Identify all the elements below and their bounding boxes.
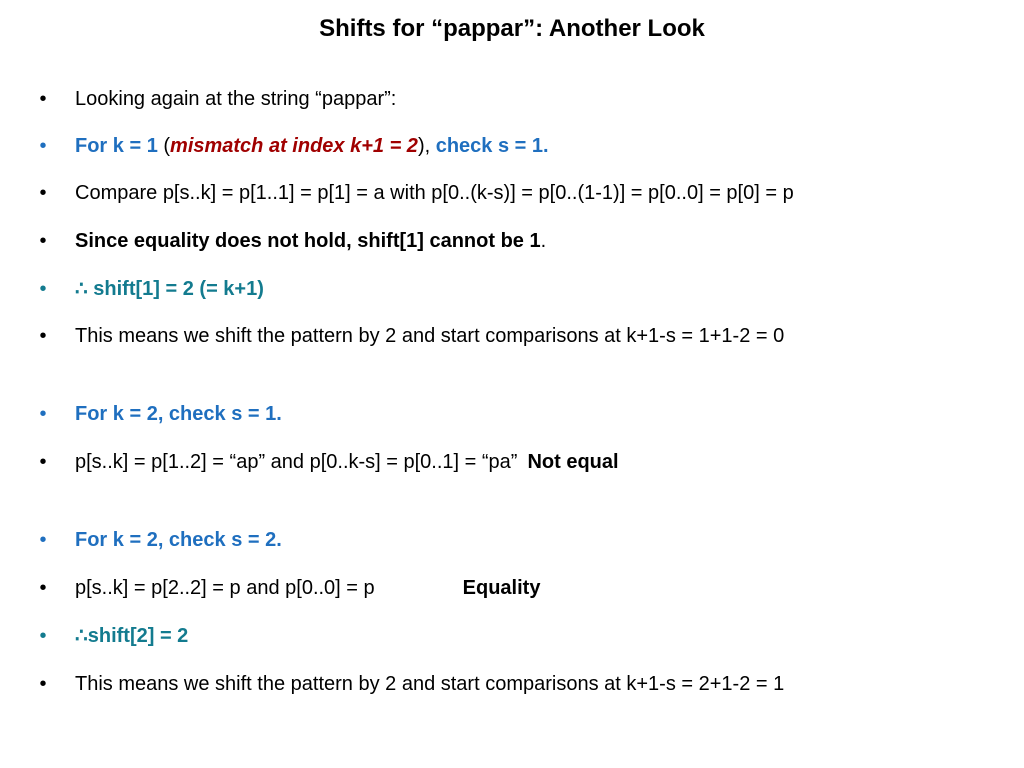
result-label: Not equal xyxy=(527,451,619,473)
bullet-item-10 xyxy=(0,573,1024,603)
bullet-text xyxy=(75,131,549,161)
bullet-text: Compare p[s..k] = p[1..1] = p[1] = a with p[0..(k-s)] = p[0..(1-1)] = p[0..0] = p[0] = p xyxy=(75,182,794,204)
for-k-label: For k = 1 xyxy=(75,135,158,157)
bullet-text: ∴shift[2] = 2 xyxy=(75,625,189,647)
bullet-glyph: • xyxy=(39,325,47,347)
bullet-text xyxy=(75,226,546,256)
bullet-glyph: • xyxy=(39,88,47,110)
period: . xyxy=(540,230,547,252)
bullet-glyph: • xyxy=(39,625,47,647)
bullet-text: This means we shift the pattern by 2 and start comparisons at k+1-s = 1+1-2 = 0 xyxy=(75,325,785,347)
slide-title: Shifts for “pappar”: Another Look xyxy=(319,15,705,42)
open-paren: ( xyxy=(157,135,171,157)
bullet-text: For k = 2, check s = 1. xyxy=(75,403,282,425)
bullet-item-8 xyxy=(0,447,1024,477)
bullet-item-2 xyxy=(0,131,1024,161)
close-paren: ), xyxy=(417,135,436,157)
bullet-glyph: • xyxy=(39,577,47,599)
bullet-item-3 xyxy=(0,178,1024,208)
bullet-glyph: • xyxy=(39,182,47,204)
bullet-item-12 xyxy=(0,669,1024,699)
bullet-item-4 xyxy=(0,226,1024,256)
mismatch-note: mismatch at index k+1 = 2 xyxy=(170,135,418,157)
comparison-text: p[s..k] = p[2..2] = p and p[0..0] = p xyxy=(75,577,375,599)
bullet-text xyxy=(75,573,540,603)
result-label: Equality xyxy=(462,577,541,599)
bullet-text: Looking again at the string “pappar”: xyxy=(75,88,397,110)
bullet-item-11 xyxy=(0,621,1024,651)
bullet-text: ∴ shift[1] = 2 (= k+1) xyxy=(75,278,264,300)
bullet-glyph: • xyxy=(39,230,47,252)
check-s-label: check s = 1. xyxy=(435,135,549,157)
bullet-glyph: • xyxy=(39,673,47,695)
bullet-item-6 xyxy=(0,321,1024,351)
comparison-text: p[s..k] = p[1..2] = “ap” and p[0..k-s] = p[0..1] = “pa” xyxy=(75,451,518,473)
bullet-item-7 xyxy=(0,399,1024,429)
bullet-glyph: • xyxy=(39,135,47,157)
bullet-item-5 xyxy=(0,274,1024,304)
bullet-glyph: • xyxy=(39,451,47,473)
bullet-glyph: • xyxy=(39,529,47,551)
bullet-text xyxy=(75,447,619,477)
bullet-item-9 xyxy=(0,525,1024,555)
bullet-glyph: • xyxy=(39,403,47,425)
bullet-text: For k = 2, check s = 2. xyxy=(75,529,282,551)
bullet-item-1 xyxy=(0,84,1024,114)
bullet-glyph: • xyxy=(39,278,47,300)
bullet-text: This means we shift the pattern by 2 and start comparisons at k+1-s = 2+1-2 = 1 xyxy=(75,673,785,695)
bold-statement: Since equality does not hold, shift[1] cannot be 1 xyxy=(75,230,541,252)
